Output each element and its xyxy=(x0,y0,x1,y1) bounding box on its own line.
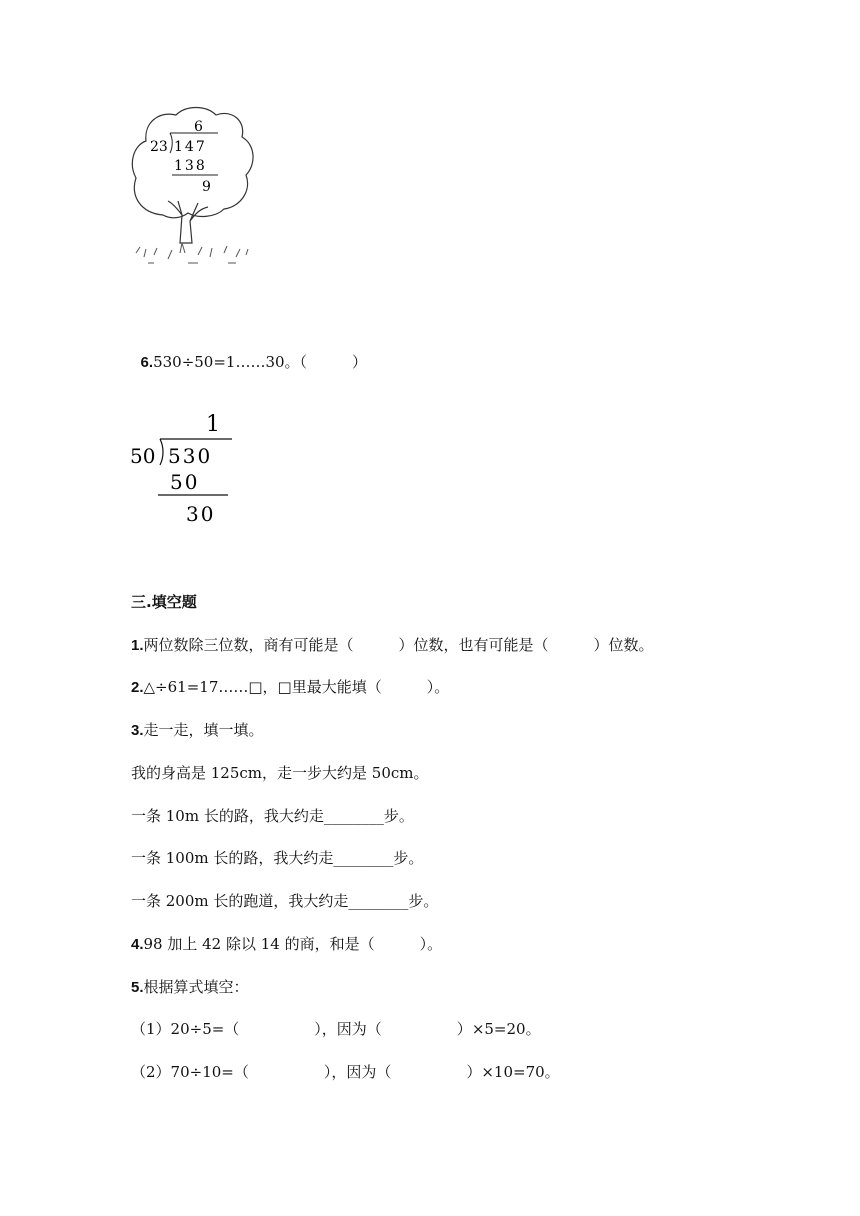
grass-icon xyxy=(136,243,248,263)
tree-division-figure xyxy=(128,103,263,273)
item-3-line-c: 一条 200m 长的跑道，我大约走________步。 xyxy=(131,892,439,910)
item-5: 5.根据算式填空： xyxy=(131,978,249,996)
division1-quotient: 6 xyxy=(194,119,203,135)
division2-dividend: 530 xyxy=(168,444,213,468)
item-1: 1.两位数除三位数，商有可能是（ ）位数，也有可能是（ ）位数。 xyxy=(131,636,654,654)
item-4: 4.98 加上 42 除以 14 的商，和是（ ）。 xyxy=(131,935,443,953)
long-division-figure xyxy=(128,405,238,527)
division2-quotient: 1 xyxy=(206,412,220,437)
tree-trunk-icon xyxy=(168,201,208,243)
division2-divisor: 50 xyxy=(130,444,156,468)
question-6 xyxy=(131,332,367,373)
item-5-sub-2: （2）70÷10=（ ），因为（ ）×10=70。 xyxy=(131,1063,560,1081)
division1-divisor: 23 xyxy=(150,139,168,155)
question-text: 530÷50=1……30。（ ） xyxy=(153,353,368,371)
item-3: 3.走一走，填一填。 xyxy=(131,721,264,739)
item-2: 2.△÷61=17……□，□里最大能填（ ）。 xyxy=(131,678,450,696)
question-number: 6. xyxy=(140,354,154,371)
division1-product: 138 xyxy=(174,158,207,174)
division2-product: 50 xyxy=(170,470,200,494)
section-heading: 三.填空题 xyxy=(131,593,197,611)
division1-dividend: 147 xyxy=(174,139,207,155)
item-3-line-a: 一条 10m 长的路，我大约走________步。 xyxy=(131,807,414,825)
division2-remainder: 30 xyxy=(186,502,216,526)
division1-remainder: 9 xyxy=(202,179,211,195)
item-5-sub-1: （1）20÷5=（ ），因为（ ）×5=20。 xyxy=(131,1020,541,1038)
item-3-line-b: 一条 100m 长的路，我大约走________步。 xyxy=(131,849,424,867)
item-3-info: 我的身高是 125cm，走一步大约是 50cm。 xyxy=(131,764,429,782)
